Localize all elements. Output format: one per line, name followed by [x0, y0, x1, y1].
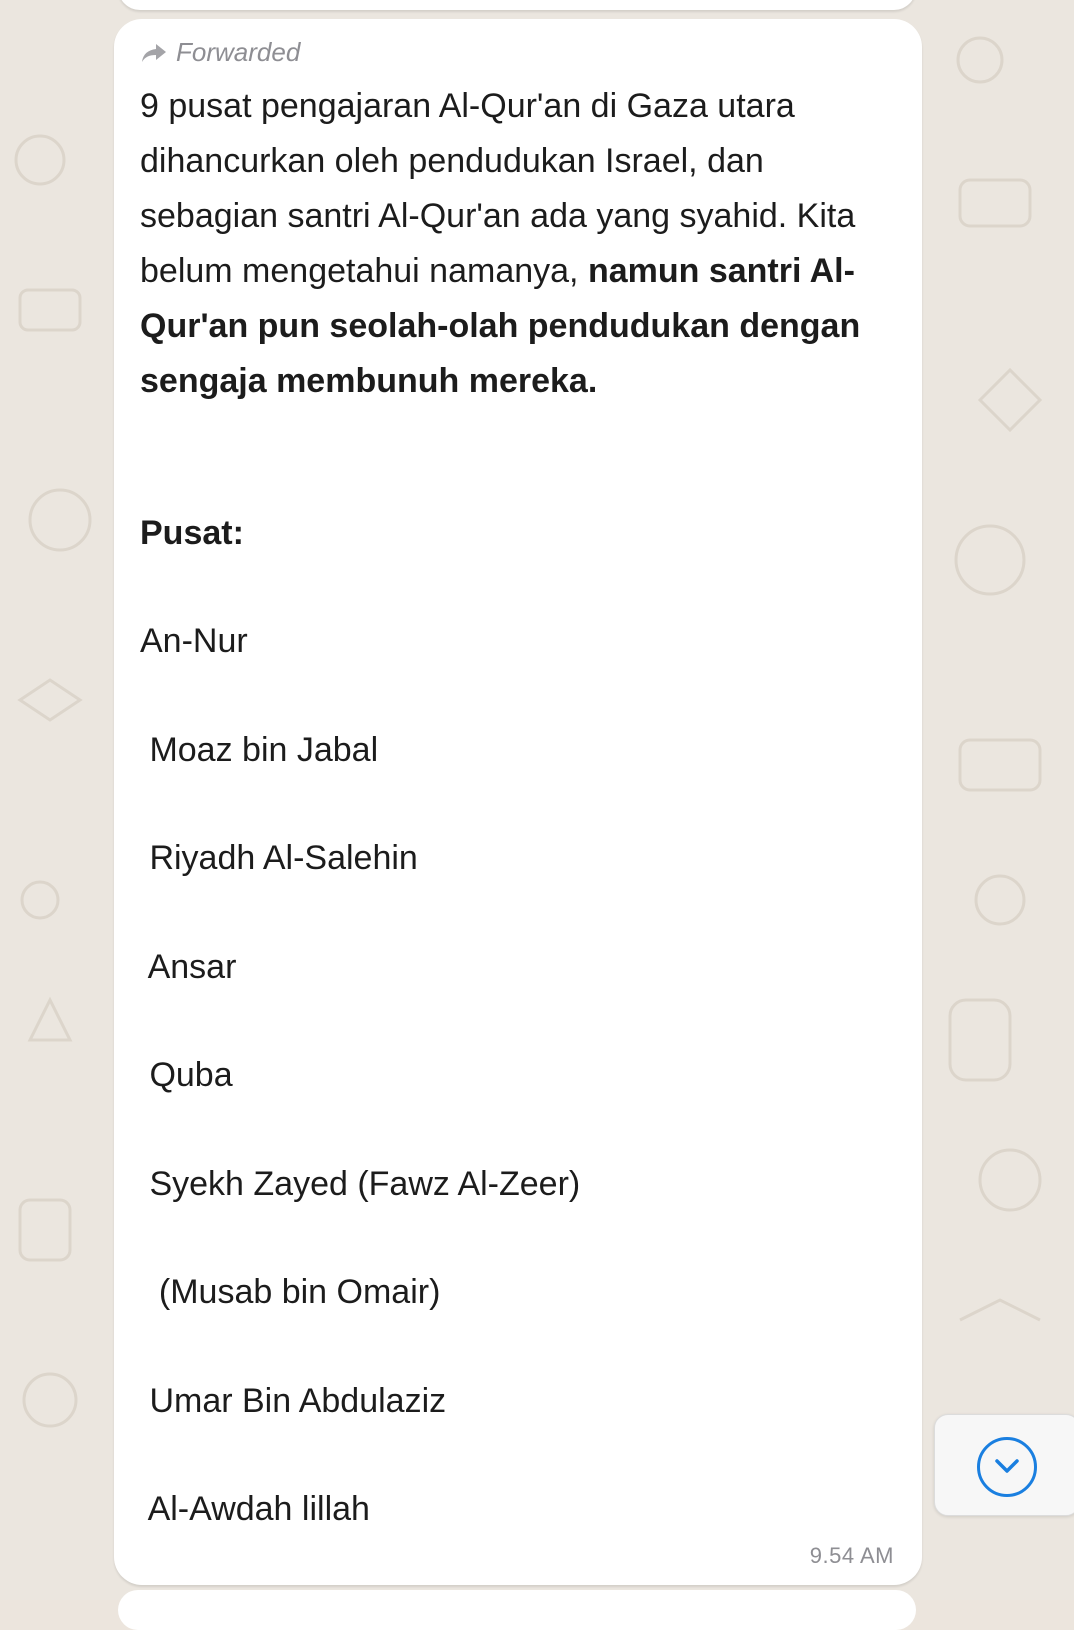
- forwarded-label: Forwarded: [176, 37, 301, 67]
- forwarded-indicator: [140, 37, 300, 68]
- message-timestamp: 9.54 AM: [809, 1543, 894, 1568]
- message-bubble[interactable]: [114, 19, 922, 1585]
- center-item: Syekh Zayed (Fawz Al-Zeer): [140, 1165, 581, 1203]
- next-message-bubble: [118, 1590, 916, 1630]
- center-item: Ansar: [140, 948, 237, 986]
- center-item: An-Nur: [140, 622, 248, 660]
- center-item: (Musab bin Omair): [140, 1273, 441, 1311]
- forward-arrow-icon: [140, 42, 168, 64]
- message-text: [140, 79, 880, 409]
- scroll-down-circle: [977, 1437, 1037, 1497]
- previous-message-bubble: [118, 0, 916, 10]
- chevron-down-icon: [994, 1457, 1020, 1475]
- center-item: Al-Awdah lillah: [140, 1490, 370, 1528]
- message-paragraph-regular: 9 pusat pengajaran Al-Qur'an di Gaza utara dihancurkan oleh pendudukan Israel, dan sebagian santri Al-Qur'an ada yang syahid. Kita belum mengetahui namanya,: [140, 87, 865, 290]
- center-item: Quba: [140, 1056, 233, 1094]
- centers-heading: Pusat:: [140, 514, 244, 552]
- center-item: Umar Bin Abdulaziz: [140, 1382, 447, 1420]
- message-paragraph-bold: namun santri Al-Qur'an pun seolah-olah pendudukan dengan sengaja membunuh mereka.: [140, 252, 870, 400]
- scroll-to-bottom-button[interactable]: [934, 1414, 1074, 1516]
- center-item: Riyadh Al-Salehin: [140, 839, 418, 877]
- center-item: Moaz bin Jabal: [140, 731, 379, 769]
